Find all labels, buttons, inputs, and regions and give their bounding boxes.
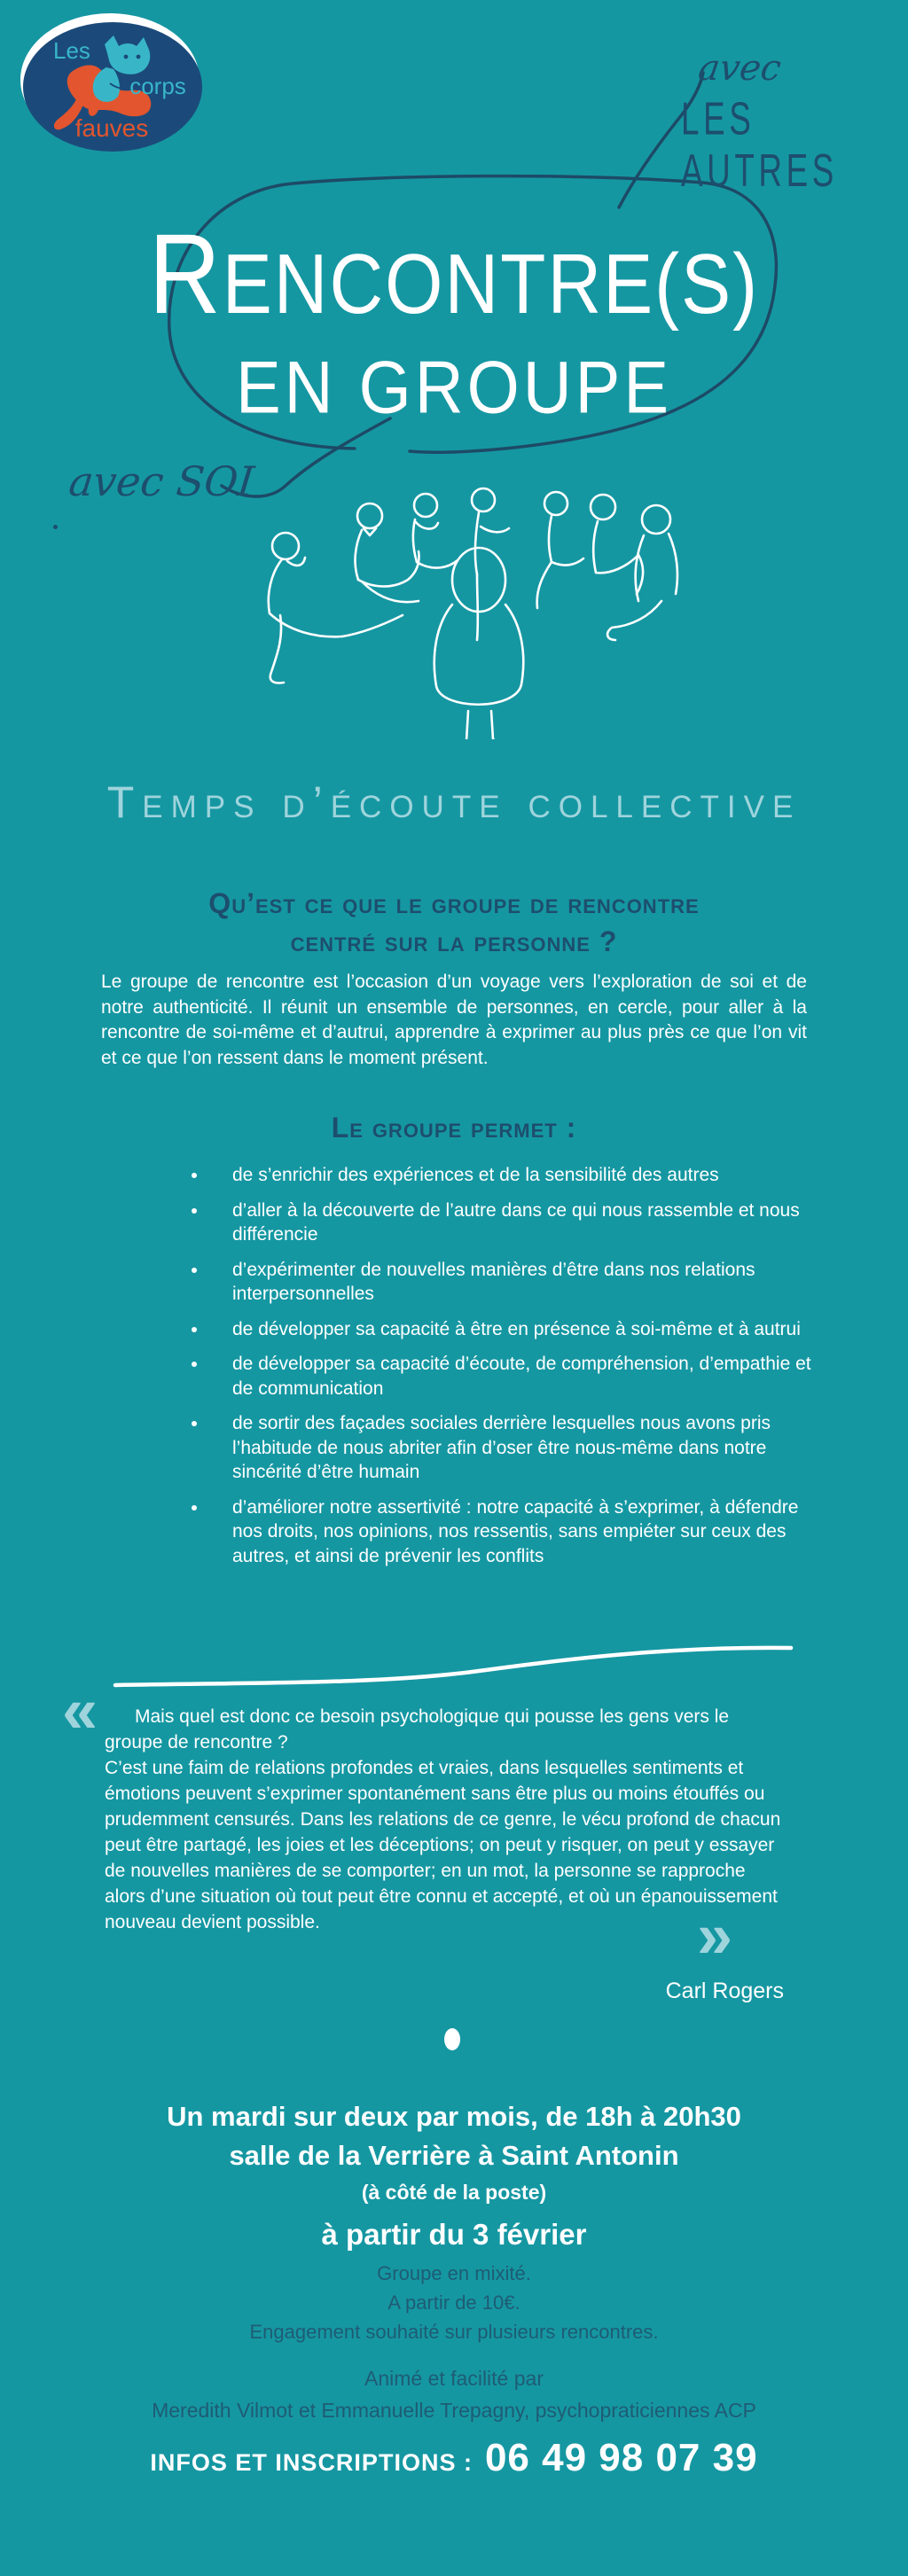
squiggle-divider [98,1635,807,1698]
facilitators-intro: Animé et facilité par [364,2367,544,2390]
permits-heading: Le groupe permet : [331,1112,577,1144]
detail-commitment: Engagement souhaité sur plusieurs rencontres. [249,2321,659,2343]
contact-phone-number: 06 49 98 07 39 [484,2436,758,2479]
quote-author: Carl Rogers [665,1979,784,2003]
list-item: d’améliorer notre assertivité : notre capacité à s’exprimer, à défendre nos droits, nos opinions, nos ressentis, sans empiéter sur ceux des autres, et ainsi de prévenir les conflits [186,1495,812,1569]
schedule-start-date: à partir du 3 février [321,2218,587,2251]
quote-body: C’est une faim de relations profondes et vraies, dans lesquelles sentiments et émotions peuvent s’exprimer spontanément sans être plus ou moins étouffés ou prudemment censurés. Dans les relations de ce genre, le vécu profond de chacun peut être partagé, les joies et les déceptions; on peut y risquer, on peut y essayer de nouvelles manières de se comporter; en un mot, la personne se rapproche alors d’une situation où tout peut être connu et accepté, et où un épanouissement nouveau devient possible. [105,1758,781,1932]
list-item: de développer sa capacité d’écoute, de compréhension, d’empathie et de communication [186,1352,812,1401]
permits-list [186,1163,812,1579]
question-line1: Qu’est ce que le groupe de rencontre [208,887,700,919]
list-item: de sortir des façades sociales derrière lesquelles nous avons pris l’habitude de nous abriter afin d’oser être nous-même dans notre sincérité d’être humain [186,1411,812,1485]
question-line2: centré sur la personne ? [290,925,618,958]
page-title: RENCONTRE(S) [148,211,760,338]
handwriting-les-autres: LES AUTRES [681,94,838,197]
logo-text-les: Les [53,37,90,64]
logo-text-fauves: fauves [74,114,149,142]
logo-text-corps: corps [129,73,186,99]
handwriting-avec-soi: avec SOI [67,457,257,505]
list-item: d’aller à la découverte de l’autre dans ce qui nous rassemble et nous différencie [186,1198,812,1247]
logo [18,12,207,160]
schedule-line1: Un mardi sur deux par mois, de 18h à 20h30 [167,2101,741,2132]
group-circle-sketch [250,473,693,739]
quote-open-mark: « [62,1675,98,1746]
list-item: d’expérimenter de nouvelles manières d’être dans nos relations interpersonnelles [186,1258,812,1307]
section-title: Temps d’écoute collective [106,777,802,827]
contact-label: INFOS ET INSCRIPTIONS : [150,2449,473,2476]
quote-close-mark: » [697,1901,733,1971]
page-subtitle: EN GROUPE [235,346,673,429]
question-heading [0,885,908,961]
list-item: de s’enrichir des expériences et de la sensibilité des autres [186,1163,812,1188]
separator-dot [444,2028,460,2050]
detail-mixity: Groupe en mixité. [377,2262,531,2284]
quote-block [105,1704,784,1935]
intro-paragraph: Le groupe de rencontre est l’occasion d’un voyage vers l’exploration de soi et de notre authenticité. Il réunit un ensemble de personnes, en cercle, pour aller à la rencontre de soi-même et d’autrui, apprendre à exprimer au plus près ce que l’on vit et ce que l’on ressent dans le moment présent. [101,972,807,1068]
schedule-note: (à côté de la poste) [361,2181,547,2204]
practical-details [0,2259,908,2346]
handwriting-avec: avec [695,48,784,89]
list-item: de développer sa capacité à être en présence à soi-même et à autrui [186,1317,812,1342]
logo-les-corps-fauves [18,12,207,160]
stray-dot [53,525,58,529]
detail-price: A partir de 10€. [387,2291,521,2314]
facilitators-names: Meredith Vilmot et Emmanuelle Trepagny, psychopraticiennes ACP [152,2399,756,2422]
contact-line [0,2436,908,2480]
schedule-line2: salle de la Verrière à Saint Antonin [229,2140,679,2171]
schedule [0,2097,908,2175]
quote-question: Mais quel est donc ce besoin psychologique qui pousse les gens vers le groupe de rencontre ? [105,1706,730,1752]
